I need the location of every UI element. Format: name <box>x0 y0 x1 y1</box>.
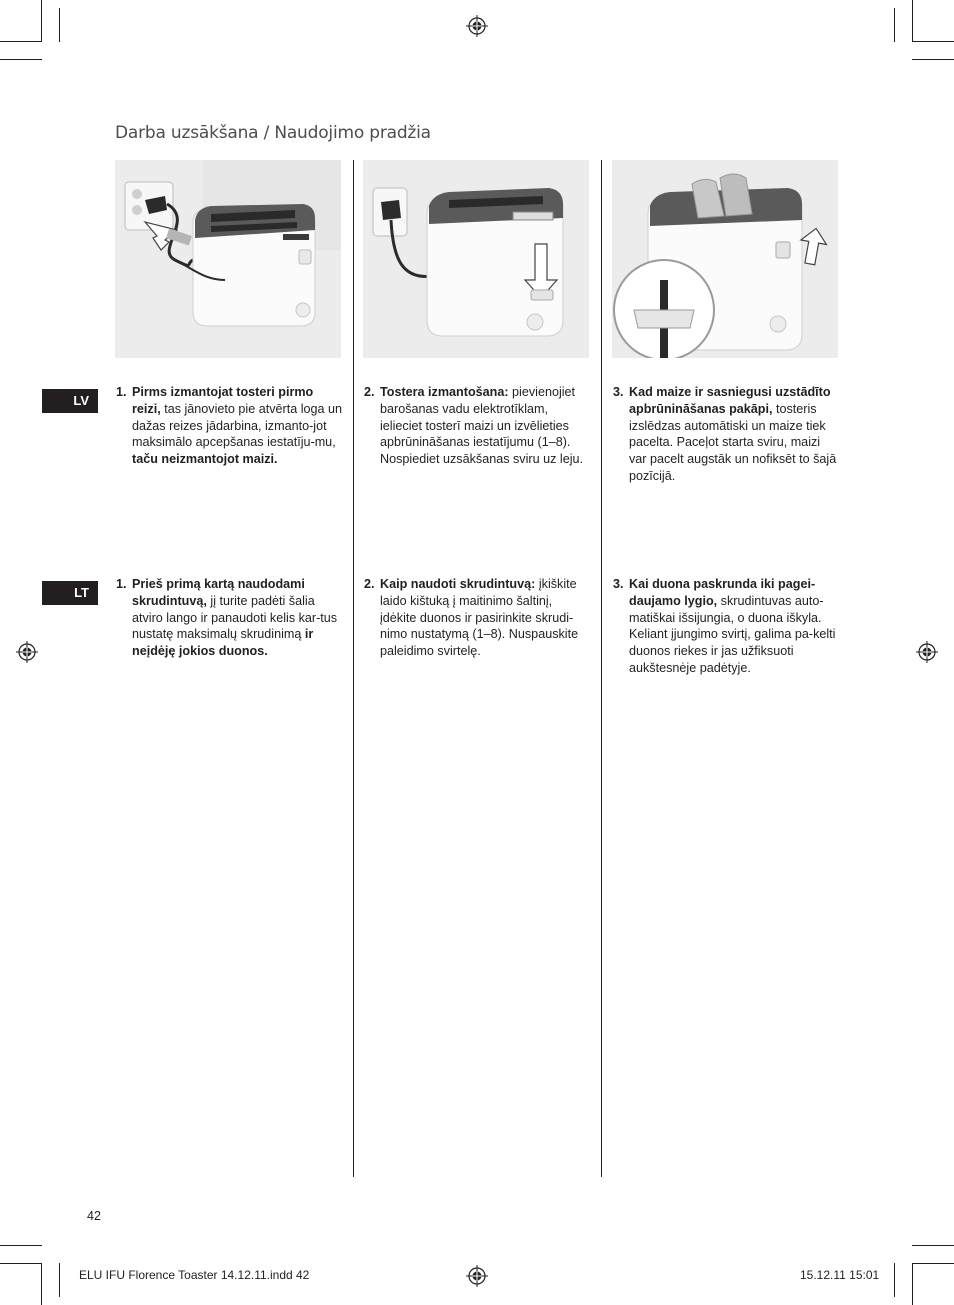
crop-mark <box>59 1263 60 1297</box>
crop-mark <box>894 1263 895 1297</box>
step-number: 2. <box>364 385 375 399</box>
page-title: Darba uzsākšana / Naudojimo pradžia <box>115 123 431 143</box>
crop-mark <box>912 0 913 42</box>
lv-step-2 <box>364 384 592 468</box>
step-bold-lead: Prieš primą kartą naudodami skrudintuvą, <box>132 577 305 608</box>
page-number: 42 <box>87 1209 101 1223</box>
step-text: skrudintuvas auto-matiškai išsijungia, o duona iškyla. Keliant įjungimo svirtį, galima pa-kelti duonos riekes ir jas užfiksuoti aukštesnėje padėtyje. <box>629 593 836 675</box>
step-bold-lead: Pirms izmantojat tosteri pirmo reizi, <box>132 385 314 416</box>
illustration-press-lever <box>363 160 589 358</box>
crop-mark <box>894 8 895 42</box>
crop-mark <box>912 59 954 60</box>
registration-mark-icon <box>16 641 38 663</box>
lt-step-3 <box>613 576 841 677</box>
crop-mark <box>912 41 954 42</box>
step-text: įkiškite laido kištuką į maitinimo šaltinį, įdėkite duonos ir pasirinkite skrudi-nimo nustatymą (1–8). Nuspauskite paleidimo svirtelę. <box>380 577 579 659</box>
step-bold-lead: Tostera izmantošana: <box>380 385 509 399</box>
crop-mark <box>59 8 60 42</box>
lv-step-3 <box>613 384 841 485</box>
crop-mark <box>912 1245 954 1246</box>
step-bold-lead: Kaip naudoti skrudintuvą: <box>380 577 536 591</box>
step-text: jį turite padėti šalia atviro lango ir panaudoti kelis kar-tus nustatę maksimalų skrudinimą <box>132 593 338 642</box>
crop-mark <box>0 1245 42 1246</box>
lt-step-2 <box>364 576 592 660</box>
step-text: pievienojiet barošanas vadu elektrotīklam, ielieciet tosterī maizi un izvēlieties apbrūnināšanas iestatījumu (1–8). Nospiediet uzsākšanas sviru uz leju. <box>380 385 584 467</box>
step-number: 1. <box>116 385 127 399</box>
step-number: 2. <box>364 577 375 591</box>
column-divider <box>353 160 354 1177</box>
step-bold-tail: ir neįdėję jokios duonos. <box>132 627 314 659</box>
crop-mark <box>41 1263 42 1305</box>
lv-step-1 <box>116 384 344 468</box>
crop-mark <box>0 59 42 60</box>
registration-mark-icon <box>466 15 488 37</box>
step-bold-tail: taču neizmantojot maizi. <box>132 452 278 467</box>
crop-mark <box>0 41 42 42</box>
step-bold-lead: Kad maize ir sasniegusi uzstādīto apbrūnināšanas pakāpi, <box>629 385 831 416</box>
language-label-lt: LT <box>42 581 98 605</box>
illustration-lift-lever <box>612 160 838 358</box>
lt-step-1 <box>116 576 344 660</box>
crop-mark <box>0 1263 42 1264</box>
step-number: 3. <box>613 577 624 591</box>
crop-mark <box>912 1263 913 1305</box>
step-text: tas jānovieto pie atvērta loga un dažas reizes jādarbina, izmanto-jot maksimālo apcepšanas iestatīju-mu, <box>132 401 343 450</box>
crop-mark <box>912 1263 954 1264</box>
step-number: 1. <box>116 577 127 591</box>
step-number: 3. <box>613 385 624 399</box>
step-bold-lead: Kai duona paskrunda iki pagei-daujamo lygio, <box>629 577 816 608</box>
footer-date: 15.12.11 15:01 <box>800 1268 880 1282</box>
registration-mark-icon <box>466 1265 488 1287</box>
illustration-plug-in <box>115 160 341 358</box>
registration-mark-icon <box>916 641 938 663</box>
column-divider <box>601 160 602 1177</box>
footer-file-info: ELU IFU Florence Toaster 14.12.11.indd 42 <box>79 1268 310 1282</box>
crop-mark <box>41 0 42 42</box>
language-label-lv: LV <box>42 389 98 413</box>
step-text: tosteris izslēdzas automātiski un maize tiek pacelta. Paceļot starta sviru, maizi var pacelt augstāk un nofiksēt to šajā pozīcijā. <box>629 401 837 483</box>
